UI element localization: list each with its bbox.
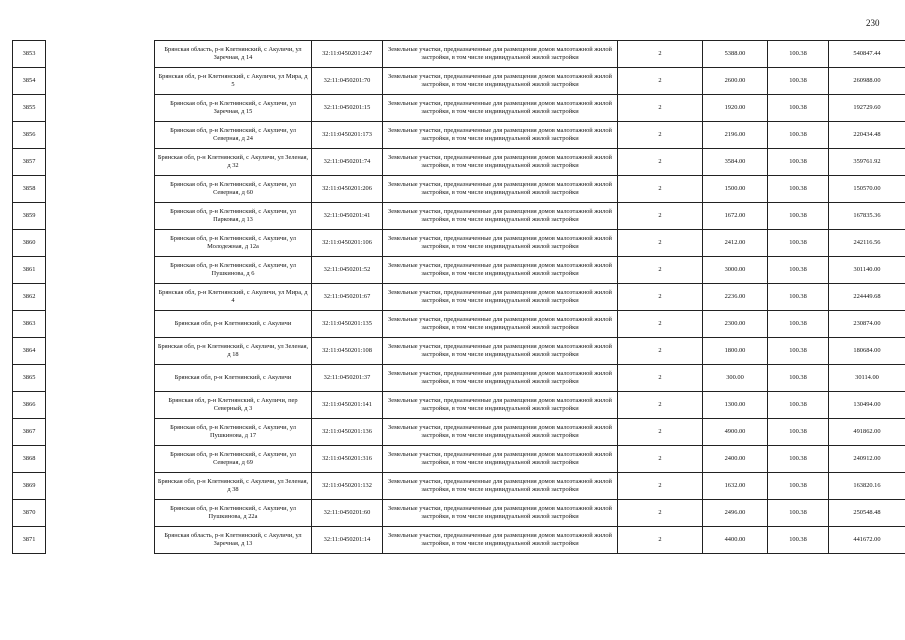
- cadastral-value-cell: 150570.00: [829, 176, 905, 203]
- row-number: 3867: [13, 419, 46, 446]
- rate-cell: 100.38: [768, 527, 829, 554]
- spacer-cell: [46, 95, 155, 122]
- address-cell: Брянская обл, р-н Клетнянский, с Акуличи, пер Северный, д 3: [155, 392, 312, 419]
- area-cell: 2196.00: [703, 122, 768, 149]
- rate-cell: 100.38: [768, 68, 829, 95]
- spacer-cell: [46, 500, 155, 527]
- rate-cell: 100.38: [768, 95, 829, 122]
- address-cell: Брянская обл, р-н Клетнянский, с Акуличи, ул Заречная, д 15: [155, 95, 312, 122]
- category-cell: 2: [618, 419, 703, 446]
- area-cell: 4900.00: [703, 419, 768, 446]
- cadastral-number-cell: 32:11:0450201:206: [312, 176, 383, 203]
- rate-cell: 100.38: [768, 473, 829, 500]
- cadastral-number-cell: 32:11:0450201:74: [312, 149, 383, 176]
- rate-cell: 100.38: [768, 392, 829, 419]
- land-use-cell: Земельные участки, предназначенные для размещения домов малоэтажной жилой застройки, в том числе индивидуальной жилой застройки: [383, 527, 618, 554]
- cadastral-number-cell: 32:11:0450201:41: [312, 203, 383, 230]
- area-cell: 2496.00: [703, 500, 768, 527]
- cadastral-value-cell: 301140.00: [829, 257, 905, 284]
- land-use-cell: Земельные участки, предназначенные для размещения домов малоэтажной жилой застройки, в том числе индивидуальной жилой застройки: [383, 311, 618, 338]
- category-cell: 2: [618, 473, 703, 500]
- rate-cell: 100.38: [768, 41, 829, 68]
- address-cell: Брянская обл, р-н Клетнянский, с Акуличи: [155, 365, 312, 392]
- address-cell: Брянская обл, р-н Клетнянский, с Акуличи, ул Пушкинова, д 6: [155, 257, 312, 284]
- land-use-cell: Земельные участки, предназначенные для размещения домов малоэтажной жилой застройки, в том числе индивидуальной жилой застройки: [383, 392, 618, 419]
- row-number: 3869: [13, 473, 46, 500]
- spacer-cell: [46, 527, 155, 554]
- table-row: [13, 419, 905, 446]
- cadastral-number-cell: 32:11:0450201:52: [312, 257, 383, 284]
- cadastral-number-cell: 32:11:0450201:141: [312, 392, 383, 419]
- cadastral-value-cell: 220434.48: [829, 122, 905, 149]
- address-cell: Брянская область, р-н Клетнянский, с Акуличи, ул Заречная, д 14: [155, 41, 312, 68]
- land-use-cell: Земельные участки, предназначенные для размещения домов малоэтажной жилой застройки, в том числе индивидуальной жилой застройки: [383, 41, 618, 68]
- cadastral-value-cell: 230874.00: [829, 311, 905, 338]
- table-body: [13, 41, 905, 554]
- row-number: 3866: [13, 392, 46, 419]
- cadastral-number-cell: 32:11:0450201:132: [312, 473, 383, 500]
- row-number: 3860: [13, 230, 46, 257]
- area-cell: 1300.00: [703, 392, 768, 419]
- rate-cell: 100.38: [768, 284, 829, 311]
- table-row: [13, 284, 905, 311]
- category-cell: 2: [618, 122, 703, 149]
- land-use-cell: Земельные участки, предназначенные для размещения домов малоэтажной жилой застройки, в том числе индивидуальной жилой застройки: [383, 365, 618, 392]
- address-cell: Брянская область, р-н Клетнянский, с Акуличи, ул Заречная, д 13: [155, 527, 312, 554]
- address-cell: Брянская обл, р-н Клетнянский, с Акуличи, ул Зеленая, д 32: [155, 149, 312, 176]
- cadastral-number-cell: 32:11:0450201:173: [312, 122, 383, 149]
- spacer-cell: [46, 446, 155, 473]
- category-cell: 2: [618, 230, 703, 257]
- table-row: [13, 527, 905, 554]
- spacer-cell: [46, 122, 155, 149]
- cadastral-value-cell: 167835.36: [829, 203, 905, 230]
- row-number: 3863: [13, 311, 46, 338]
- spacer-cell: [46, 284, 155, 311]
- cadastral-number-cell: 32:11:0450201:15: [312, 95, 383, 122]
- table-row: [13, 95, 905, 122]
- table-row: [13, 500, 905, 527]
- row-number: 3871: [13, 527, 46, 554]
- table-row: [13, 473, 905, 500]
- table-row: [13, 338, 905, 365]
- page-number: 230: [866, 18, 880, 28]
- spacer-cell: [46, 473, 155, 500]
- row-number: 3868: [13, 446, 46, 473]
- rate-cell: 100.38: [768, 419, 829, 446]
- address-cell: Брянская обл, р-н Клетнянский, с Акуличи, ул Северная, д 69: [155, 446, 312, 473]
- rate-cell: 100.38: [768, 230, 829, 257]
- cadastral-value-cell: 441672.00: [829, 527, 905, 554]
- cadastral-value-cell: 192729.60: [829, 95, 905, 122]
- spacer-cell: [46, 392, 155, 419]
- area-cell: 1632.00: [703, 473, 768, 500]
- address-cell: Брянская обл, р-н Клетнянский, с Акуличи, ул Мира, д 4: [155, 284, 312, 311]
- cadastral-number-cell: 32:11:0450201:60: [312, 500, 383, 527]
- land-use-cell: Земельные участки, предназначенные для размещения домов малоэтажной жилой застройки, в том числе индивидуальной жилой застройки: [383, 284, 618, 311]
- rate-cell: 100.38: [768, 257, 829, 284]
- row-number: 3859: [13, 203, 46, 230]
- cadastral-number-cell: 32:11:0450201:14: [312, 527, 383, 554]
- spacer-cell: [46, 176, 155, 203]
- rate-cell: 100.38: [768, 338, 829, 365]
- cadastral-value-cell: 30114.00: [829, 365, 905, 392]
- spacer-cell: [46, 338, 155, 365]
- cadastral-number-cell: 32:11:0450201:37: [312, 365, 383, 392]
- row-number: 3856: [13, 122, 46, 149]
- cadastral-value-cell: 491862.00: [829, 419, 905, 446]
- area-cell: 300.00: [703, 365, 768, 392]
- table-row: [13, 446, 905, 473]
- rate-cell: 100.38: [768, 365, 829, 392]
- category-cell: 2: [618, 257, 703, 284]
- land-use-cell: Земельные участки, предназначенные для размещения домов малоэтажной жилой застройки, в том числе индивидуальной жилой застройки: [383, 176, 618, 203]
- cadastral-value-cell: 180684.00: [829, 338, 905, 365]
- cadastral-value-cell: 260988.00: [829, 68, 905, 95]
- land-use-cell: Земельные участки, предназначенные для размещения домов малоэтажной жилой застройки, в том числе индивидуальной жилой застройки: [383, 149, 618, 176]
- category-cell: 2: [618, 149, 703, 176]
- land-use-cell: Земельные участки, предназначенные для размещения домов малоэтажной жилой застройки, в том числе индивидуальной жилой застройки: [383, 203, 618, 230]
- spacer-cell: [46, 68, 155, 95]
- category-cell: 2: [618, 203, 703, 230]
- category-cell: 2: [618, 392, 703, 419]
- area-cell: 2600.00: [703, 68, 768, 95]
- table-row: [13, 176, 905, 203]
- spacer-cell: [46, 41, 155, 68]
- row-number: 3858: [13, 176, 46, 203]
- rate-cell: 100.38: [768, 176, 829, 203]
- cadastral-value-cell: 130494.00: [829, 392, 905, 419]
- area-cell: 1500.00: [703, 176, 768, 203]
- address-cell: Брянская обл, р-н Клетнянский, с Акуличи: [155, 311, 312, 338]
- row-number: 3862: [13, 284, 46, 311]
- row-number: 3865: [13, 365, 46, 392]
- spacer-cell: [46, 149, 155, 176]
- category-cell: 2: [618, 95, 703, 122]
- row-number: 3864: [13, 338, 46, 365]
- address-cell: Брянская обл, р-н Клетнянский, с Акуличи, ул Парковая, д 13: [155, 203, 312, 230]
- cadastral-value-cell: 540847.44: [829, 41, 905, 68]
- cadastral-value-cell: 163820.16: [829, 473, 905, 500]
- category-cell: 2: [618, 176, 703, 203]
- address-cell: Брянская обл, р-н Клетнянский, с Акуличи, ул Пушкинова, д 17: [155, 419, 312, 446]
- spacer-cell: [46, 257, 155, 284]
- row-number: 3853: [13, 41, 46, 68]
- address-cell: Брянская обл, р-н Клетнянский, с Акуличи, ул Мира, д 5: [155, 68, 312, 95]
- area-cell: 2236.00: [703, 284, 768, 311]
- area-cell: 1672.00: [703, 203, 768, 230]
- table-row: [13, 257, 905, 284]
- category-cell: 2: [618, 68, 703, 95]
- row-number: 3854: [13, 68, 46, 95]
- land-use-cell: Земельные участки, предназначенные для размещения домов малоэтажной жилой застройки, в том числе индивидуальной жилой застройки: [383, 419, 618, 446]
- address-cell: Брянская обл, р-н Клетнянский, с Акуличи, ул Северная, д 24: [155, 122, 312, 149]
- area-cell: 2400.00: [703, 446, 768, 473]
- land-use-cell: Земельные участки, предназначенные для размещения домов малоэтажной жилой застройки, в том числе индивидуальной жилой застройки: [383, 500, 618, 527]
- cadastral-value-cell: 240912.00: [829, 446, 905, 473]
- category-cell: 2: [618, 338, 703, 365]
- table-row: [13, 365, 905, 392]
- category-cell: 2: [618, 284, 703, 311]
- land-use-cell: Земельные участки, предназначенные для размещения домов малоэтажной жилой застройки, в том числе индивидуальной жилой застройки: [383, 230, 618, 257]
- address-cell: Брянская обл, р-н Клетнянский, с Акуличи, ул Зеленая, д 38: [155, 473, 312, 500]
- cadastral-value-cell: 250548.48: [829, 500, 905, 527]
- land-use-cell: Земельные участки, предназначенные для размещения домов малоэтажной жилой застройки, в том числе индивидуальной жилой застройки: [383, 446, 618, 473]
- address-cell: Брянская обл, р-н Клетнянский, с Акуличи, ул Северная, д 60: [155, 176, 312, 203]
- area-cell: 3584.00: [703, 149, 768, 176]
- area-cell: 5388.00: [703, 41, 768, 68]
- row-number: 3861: [13, 257, 46, 284]
- area-cell: 2412.00: [703, 230, 768, 257]
- spacer-cell: [46, 311, 155, 338]
- land-use-cell: Земельные участки, предназначенные для размещения домов малоэтажной жилой застройки, в том числе индивидуальной жилой застройки: [383, 473, 618, 500]
- address-cell: Брянская обл, р-н Клетнянский, с Акуличи, ул Зеленая, д 18: [155, 338, 312, 365]
- spacer-cell: [46, 365, 155, 392]
- table-row: [13, 41, 905, 68]
- cadastral-value-cell: 242116.56: [829, 230, 905, 257]
- cadastral-number-cell: 32:11:0450201:67: [312, 284, 383, 311]
- table-row: [13, 230, 905, 257]
- rate-cell: 100.38: [768, 203, 829, 230]
- table-row: [13, 311, 905, 338]
- area-cell: 3000.00: [703, 257, 768, 284]
- cadastral-value-table: [12, 40, 905, 554]
- row-number: 3857: [13, 149, 46, 176]
- category-cell: 2: [618, 527, 703, 554]
- cadastral-number-cell: 32:11:0450201:136: [312, 419, 383, 446]
- table-row: [13, 203, 905, 230]
- row-number: 3855: [13, 95, 46, 122]
- cadastral-number-cell: 32:11:0450201:108: [312, 338, 383, 365]
- address-cell: Брянская обл, р-н Клетнянский, с Акуличи, ул Молодежная, д 12а: [155, 230, 312, 257]
- cadastral-value-cell: 224449.68: [829, 284, 905, 311]
- category-cell: 2: [618, 41, 703, 68]
- land-use-cell: Земельные участки, предназначенные для размещения домов малоэтажной жилой застройки, в том числе индивидуальной жилой застройки: [383, 95, 618, 122]
- spacer-cell: [46, 419, 155, 446]
- cadastral-value-cell: 359761.92: [829, 149, 905, 176]
- row-number: 3870: [13, 500, 46, 527]
- rate-cell: 100.38: [768, 446, 829, 473]
- area-cell: 4400.00: [703, 527, 768, 554]
- area-cell: 1800.00: [703, 338, 768, 365]
- land-use-cell: Земельные участки, предназначенные для размещения домов малоэтажной жилой застройки, в том числе индивидуальной жилой застройки: [383, 68, 618, 95]
- spacer-cell: [46, 230, 155, 257]
- cadastral-number-cell: 32:11:0450201:135: [312, 311, 383, 338]
- cadastral-number-cell: 32:11:0450201:106: [312, 230, 383, 257]
- category-cell: 2: [618, 500, 703, 527]
- table-row: [13, 122, 905, 149]
- rate-cell: 100.38: [768, 149, 829, 176]
- rate-cell: 100.38: [768, 500, 829, 527]
- area-cell: 2300.00: [703, 311, 768, 338]
- rate-cell: 100.38: [768, 122, 829, 149]
- table-row: [13, 68, 905, 95]
- category-cell: 2: [618, 446, 703, 473]
- cadastral-number-cell: 32:11:0450201:70: [312, 68, 383, 95]
- cadastral-number-cell: 32:11:0450201:316: [312, 446, 383, 473]
- category-cell: 2: [618, 365, 703, 392]
- rate-cell: 100.38: [768, 311, 829, 338]
- area-cell: 1920.00: [703, 95, 768, 122]
- land-use-cell: Земельные участки, предназначенные для размещения домов малоэтажной жилой застройки, в том числе индивидуальной жилой застройки: [383, 257, 618, 284]
- table-row: [13, 149, 905, 176]
- land-use-cell: Земельные участки, предназначенные для размещения домов малоэтажной жилой застройки, в том числе индивидуальной жилой застройки: [383, 122, 618, 149]
- cadastral-number-cell: 32:11:0450201:247: [312, 41, 383, 68]
- category-cell: 2: [618, 311, 703, 338]
- table-row: [13, 392, 905, 419]
- address-cell: Брянская обл, р-н Клетнянский, с Акуличи, ул Пушкинова, д 22а: [155, 500, 312, 527]
- spacer-cell: [46, 203, 155, 230]
- land-use-cell: Земельные участки, предназначенные для размещения домов малоэтажной жилой застройки, в том числе индивидуальной жилой застройки: [383, 338, 618, 365]
